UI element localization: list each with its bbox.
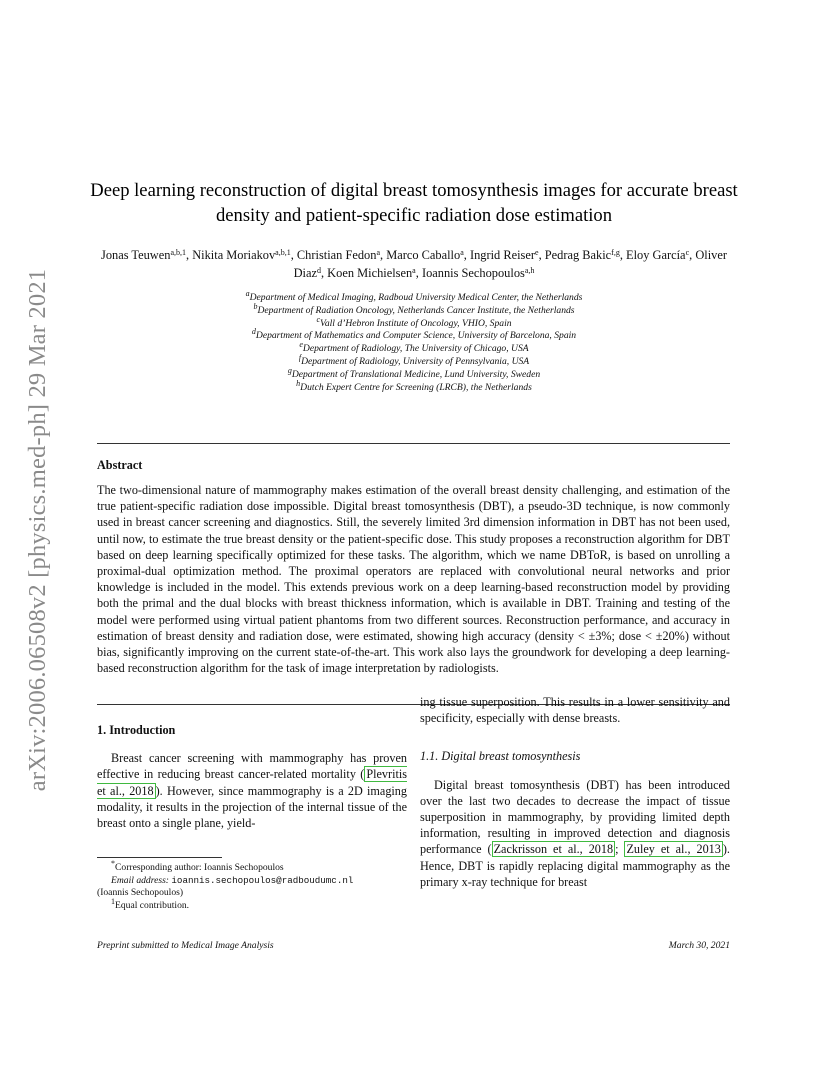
footnote-rule bbox=[97, 857, 222, 858]
author-affiliation-mark: a,b,1 bbox=[170, 248, 187, 257]
affiliation-list bbox=[98, 289, 730, 394]
author-affiliation-mark: e bbox=[535, 248, 539, 257]
email-address[interactable]: ioannis.sechopoulos@radboudumc.nl bbox=[171, 874, 354, 886]
affiliation-line: $^c$Vall d’Hebron Institute of Oncology, VHIO, Spain bbox=[316, 314, 512, 329]
left-column bbox=[97, 722, 407, 831]
author-name: Oliver Diaz$^d$ bbox=[293, 248, 727, 280]
paper-title: Deep learning reconstruction of digital breast tomosynthesis images for accurate breast density and patient-specific radiation dose estimation bbox=[90, 180, 738, 226]
author-affiliation-mark: a bbox=[376, 248, 380, 257]
affiliation-line: $^a$Department of Medical Imaging, Radboud University Medical Center, the Netherlands bbox=[245, 289, 583, 303]
affiliation-line: $^g$Department of Translational Medicine, Lund University, Sweden bbox=[287, 365, 541, 380]
affiliation-line: $^h$Dutch Expert Centre for Screening (LRCB), the Netherlands bbox=[296, 378, 532, 393]
author-affiliation-mark: a bbox=[412, 265, 416, 275]
author-name: Christian Fedon$^a$ bbox=[296, 248, 380, 262]
author-name: Koen Michielsen$^a$ bbox=[327, 265, 416, 280]
email-note: Email address: ioannis.sechopoulos@radboudumc.nl bbox=[111, 874, 354, 886]
author-name: Ioannis Sechopoulos$^{a,h}$ bbox=[421, 265, 535, 280]
abstract-heading: Abstract bbox=[97, 458, 143, 472]
intro-paragraph-left-part: ). However, since mammography is a 2D imaging modality, it results in the projection of the internal tissue of the breast onto a single plane, yield- bbox=[97, 783, 407, 831]
citation-link[interactable]: Zackrisson et al., 2018 bbox=[493, 842, 614, 857]
corresponding-author-note: *Corresponding author: Ioannis Sechopoulos bbox=[111, 859, 284, 873]
email-owner: (Ioannis Sechopoulos) bbox=[97, 887, 184, 899]
author-affiliation-mark: c bbox=[685, 248, 690, 257]
dbt-paragraph: Digital breast tomosynthesis (DBT) has been introduced over the last two decades to decrease the impact of tissue superposition in mammography, by providing limited depth information, resulting in improved detection and diagnosis performance ( Zackrisson et al., 2018 ; Zuley et al., 2013 ). Hence, DBT is rapidly replacing digital mammography as the primary x-ray technique for breast bbox=[420, 777, 730, 889]
author-affiliation-mark: a bbox=[460, 248, 464, 257]
author-affiliation-mark: d bbox=[316, 265, 321, 275]
affiliation-line: $^d$Department of Mathematics and Computer Science, University of Barcelona, Spain bbox=[251, 327, 577, 342]
affiliation-line: $^b$Department of Radiation Oncology, Netherlands Cancer Institute, the Netherlands bbox=[253, 301, 575, 316]
affiliation-line: $^f$Department of Radiology, University of Pennsylvania, USA bbox=[298, 352, 530, 367]
subsection-heading-dbt: 1.1. Digital breast tomosynthesis bbox=[420, 749, 581, 764]
equal-contribution-note: $^1$Equal contribution. bbox=[111, 896, 190, 911]
author-affiliation-mark: f,g bbox=[611, 248, 620, 257]
author-name: Jonas Teuwen$^{a,b,1}$ bbox=[101, 248, 187, 262]
arxiv-stamp: arXiv:2006.06508v2 [physics.med-ph] 29 Mar 2021 bbox=[24, 268, 51, 792]
abstract-text: The two-dimensional nature of mammography makes estimation of the overall breast density challenging, and estimation of the true patient-specific radiation dose impossible. Digital breast tomosynthesis (DBT), a pseudo-3D technique, is now commonly used in breast cancer screening and diagnostics. Still, the severely limited 3rd dimension information in DBT has not been used, until now, to estimate the true breast density or the patient-specific dose. This study proposes a reconstruction algorithm for DBT based on deep learning specifically optimized for these tasks. The algorithm, which we name DBToR, is based on unrolling a proximal-dual optimization method. The proximal operators are replaced with convolutional neural networks and prior knowledge is included in the model. This extends previous work on a deep learning-based reconstruction model by providing both the primal and the dual blocks with breast thickness information, which is available in DBT. Training and testing of the model were performed using virtual patient phantoms from two different sources. Reconstruction performance, and accuracy in estimation of breast density and radiation dose, were estimated, showing high accuracy (density < ±3%; dose < ±20%) without bias, significantly improving on the current state-of-the-art. This work also lays the groundwork for developing a deep learning-based reconstruction algorithm for the task of image interpretation by radiologists. bbox=[97, 483, 730, 676]
author-name: Pedrag Bakic$^{f,g}$ bbox=[544, 248, 620, 262]
footnotes bbox=[97, 859, 407, 912]
affiliation-line: $^e$Department of Radiology, The University of Chicago, USA bbox=[299, 340, 529, 355]
author-affiliation-mark: a,b,1 bbox=[275, 248, 291, 257]
citation-link[interactable]: Zuley et al., 2013 bbox=[626, 842, 721, 857]
author-affiliation-mark: a,h bbox=[524, 265, 535, 275]
author-name: Marco Caballo$^a$ bbox=[386, 248, 464, 262]
author-list: Jonas Teuwen$^{a,b,1}$, Nikita Moriakov$^{a,b,1}$, Christian Fedon$^a$, Marco Caballo$^a$, Ingrid Reiser$^e$, Pedrag Bakic$^{f,g}$, Eloy García$^c$, Oliver Diaz$^d$, Koen Michielsen$^a$, Ioannis Sechopoulos$^{a,h}$ bbox=[101, 248, 727, 280]
citation-link[interactable]: Plevritis et al., 2018 bbox=[97, 767, 407, 798]
intro-paragraph: Breast cancer screening with mammography has proven effective in reducing breast cancer-related mortality ( Plevritis et al., 2018 ). However, since mammography is a 2D imaging modality, it results in the projection of the internal tissue of the breast onto a single plane, yield- bbox=[97, 751, 407, 831]
author-name: Ingrid Reiser$^e$ bbox=[469, 248, 539, 262]
journal-footer: Preprint submitted to Medical Image Analysis bbox=[97, 940, 274, 951]
intro-paragraph-continued: ing tissue superposition. This results in a lower sensitivity and specificity, especially with dense breasts. bbox=[420, 695, 730, 726]
author-name: Eloy García$^c$ bbox=[626, 248, 690, 262]
author-name: Nikita Moriakov$^{a,b,1}$ bbox=[192, 248, 291, 262]
section-heading-introduction: 1. Introduction bbox=[97, 723, 176, 737]
divider-top bbox=[97, 443, 730, 444]
right-column bbox=[420, 694, 730, 890]
date-footer: March 30, 2021 bbox=[668, 940, 730, 951]
